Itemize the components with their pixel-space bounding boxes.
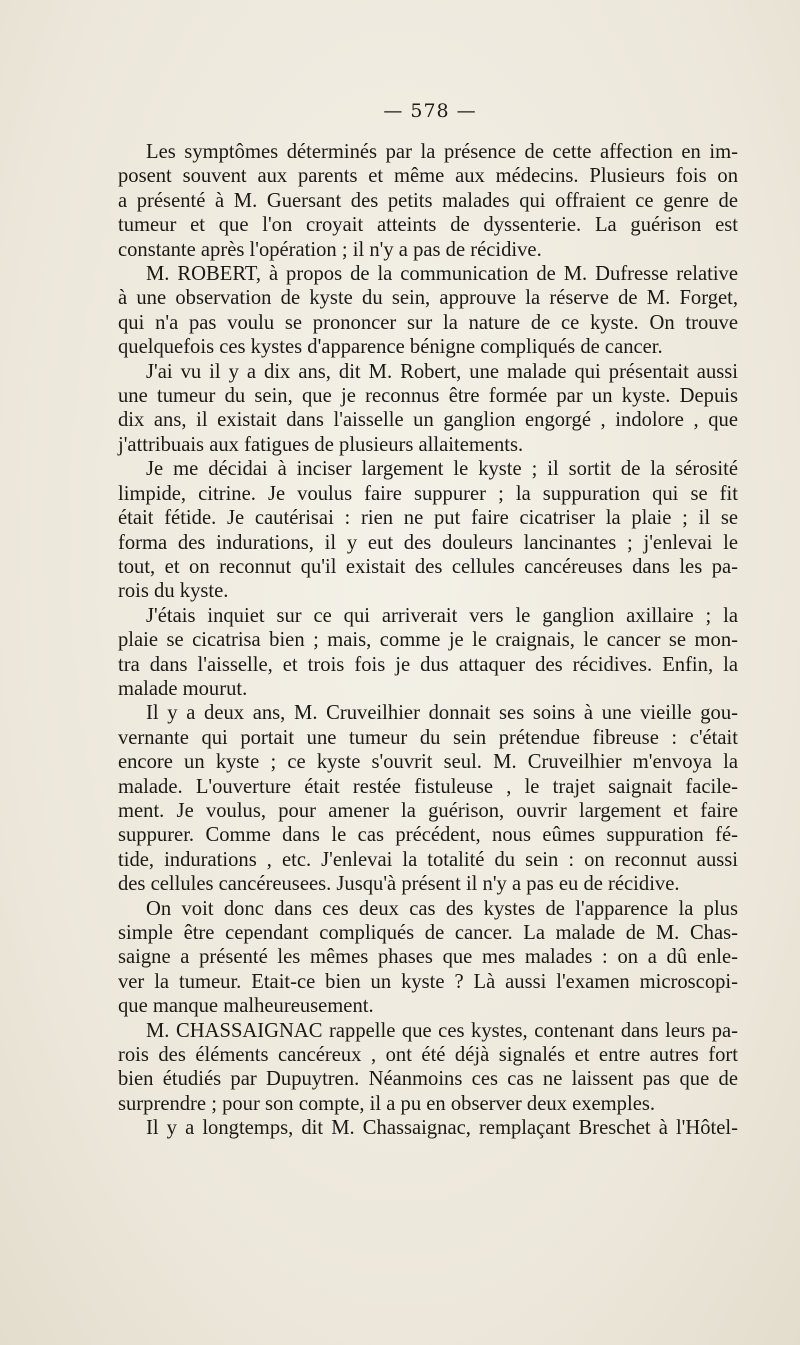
paragraph xyxy=(118,604,738,702)
text-line: J'ai vu il y a dix ans, dit M. Robert, une malade qui présentait aussi xyxy=(146,360,738,383)
text-line: forma des indurations, il y eut des douleurs lancinantes ; j'enlevai le xyxy=(118,531,738,554)
paragraph xyxy=(118,701,738,896)
paragraph xyxy=(118,140,738,262)
text-line: des cellules cancéreusees. Jusqu'à présent il n'y a pas eu de récidive. xyxy=(118,873,680,896)
text-line: était fétide. Je cautérisai : rien ne put faire cicatriser la plaie ; il se xyxy=(118,507,738,530)
text-line: Il y a deux ans, M. Cruveilhier donnait ses soins à une vieille gou- xyxy=(146,702,738,725)
text-line: tide, indurations , etc. J'enlevai la totalité du sein : on reconnut aussi xyxy=(118,848,738,871)
text-line: ment. Je voulus, pour amener la guérison, ouvrir largement et faire xyxy=(118,799,738,822)
text-line: On voit donc dans ces deux cas des kystes de l'apparence la plus xyxy=(146,897,738,920)
text-line: ver la tumeur. Etait-ce bien un kyste ? Là aussi l'examen microscopi- xyxy=(118,970,738,993)
text-line: tout, et on reconnut qu'il existait des cellules cancéreuses dans les pa- xyxy=(118,555,738,578)
text-line: malade mourut. xyxy=(118,677,248,700)
text-line: M. CHASSAIGNAC rappelle que ces kystes, contenant dans leurs pa- xyxy=(146,1019,738,1042)
text-line: quelquefois ces kystes d'apparence bénigne compliqués de cancer. xyxy=(118,336,663,359)
text-line: vernante qui portait une tumeur du sein prétendue fibreuse : c'était xyxy=(118,726,738,749)
text-line: bien étudiés par Dupuytren. Néanmoins ces cas ne laissent pas que de xyxy=(118,1068,738,1091)
text-line: rois du kyste. xyxy=(118,580,229,603)
text-line: posent souvent aux parents et même aux médecins. Plusieurs fois on xyxy=(118,165,738,188)
text-line: plaie se cicatrisa bien ; mais, comme je le craignais, le cancer se mon- xyxy=(118,629,738,652)
text-line: malade. L'ouverture était restée fistuleuse , le trajet saignait facile- xyxy=(118,775,738,798)
text-line: Je me décidai à inciser largement le kyste ; il sortit de la sérosité xyxy=(146,458,738,481)
text-line: encore un kyste ; ce kyste s'ouvrit seul. M. Cruveilhier m'envoya la xyxy=(118,751,738,774)
text-line: dix ans, il existait dans l'aisselle un ganglion engorgé , indolore , que xyxy=(118,409,738,432)
text-line: limpide, citrine. Je voulus faire suppurer ; la suppuration qui se fit xyxy=(118,482,738,505)
paragraph xyxy=(118,1116,738,1140)
paragraph xyxy=(118,360,738,458)
text-line: a présenté à M. Guersant des petits malades qui offraient ce genre de xyxy=(118,189,738,212)
text-line: constante après l'opération ; il n'y a pas de récidive. xyxy=(118,238,542,261)
text-line: Les symptômes déterminés par la présence de cette affection en im- xyxy=(146,141,738,163)
text-line: Il y a longtemps, dit M. Chassaignac, remplaçant Breschet à l'Hôtel- xyxy=(146,1117,738,1140)
paragraph xyxy=(118,897,738,1019)
text-line: surprendre ; pour son compte, il a pu en observer deux exemples. xyxy=(118,1092,655,1115)
text-line: qui n'a pas voulu se prononcer sur la nature de ce kyste. On trouve xyxy=(118,311,738,334)
text-line: suppurer. Comme dans le cas précédent, nous eûmes suppuration fé- xyxy=(118,824,738,847)
text-line: une tumeur du sein, que je reconnus être formée par un kyste. Depuis xyxy=(118,385,738,408)
text-line: j'attribuais aux fatigues de plusieurs allaitements. xyxy=(118,433,524,456)
page-number: — 578 — xyxy=(383,100,477,122)
paragraph xyxy=(118,1019,738,1117)
paragraph xyxy=(118,457,738,603)
text-line: tumeur et que l'on croyait atteints de dyssenterie. La guérison est xyxy=(118,214,738,237)
text-line: M. ROBERT, à propos de la communication de M. Dufresse relative xyxy=(146,263,738,286)
text-line: rois des éléments cancéreux , ont été déjà signalés et entre autres fort xyxy=(118,1044,738,1067)
text-line: simple être cependant compliqués de cancer. La malade de M. Chas- xyxy=(118,922,738,944)
text-line: tra dans l'aisselle, et trois fois je dus attaquer des récidives. Enfin, la xyxy=(118,653,738,676)
text-line: que manque malheureusement. xyxy=(118,995,374,1018)
body-text xyxy=(118,140,738,1141)
paragraph xyxy=(118,262,738,360)
text-line: J'étais inquiet sur ce qui arriverait vers le ganglion axillaire ; la xyxy=(146,604,738,627)
text-line: saigne a présenté les mêmes phases que mes malades : on a dû enle- xyxy=(118,946,738,969)
text-line: à une observation de kyste du sein, approuve la réserve de M. Forget, xyxy=(118,287,738,310)
